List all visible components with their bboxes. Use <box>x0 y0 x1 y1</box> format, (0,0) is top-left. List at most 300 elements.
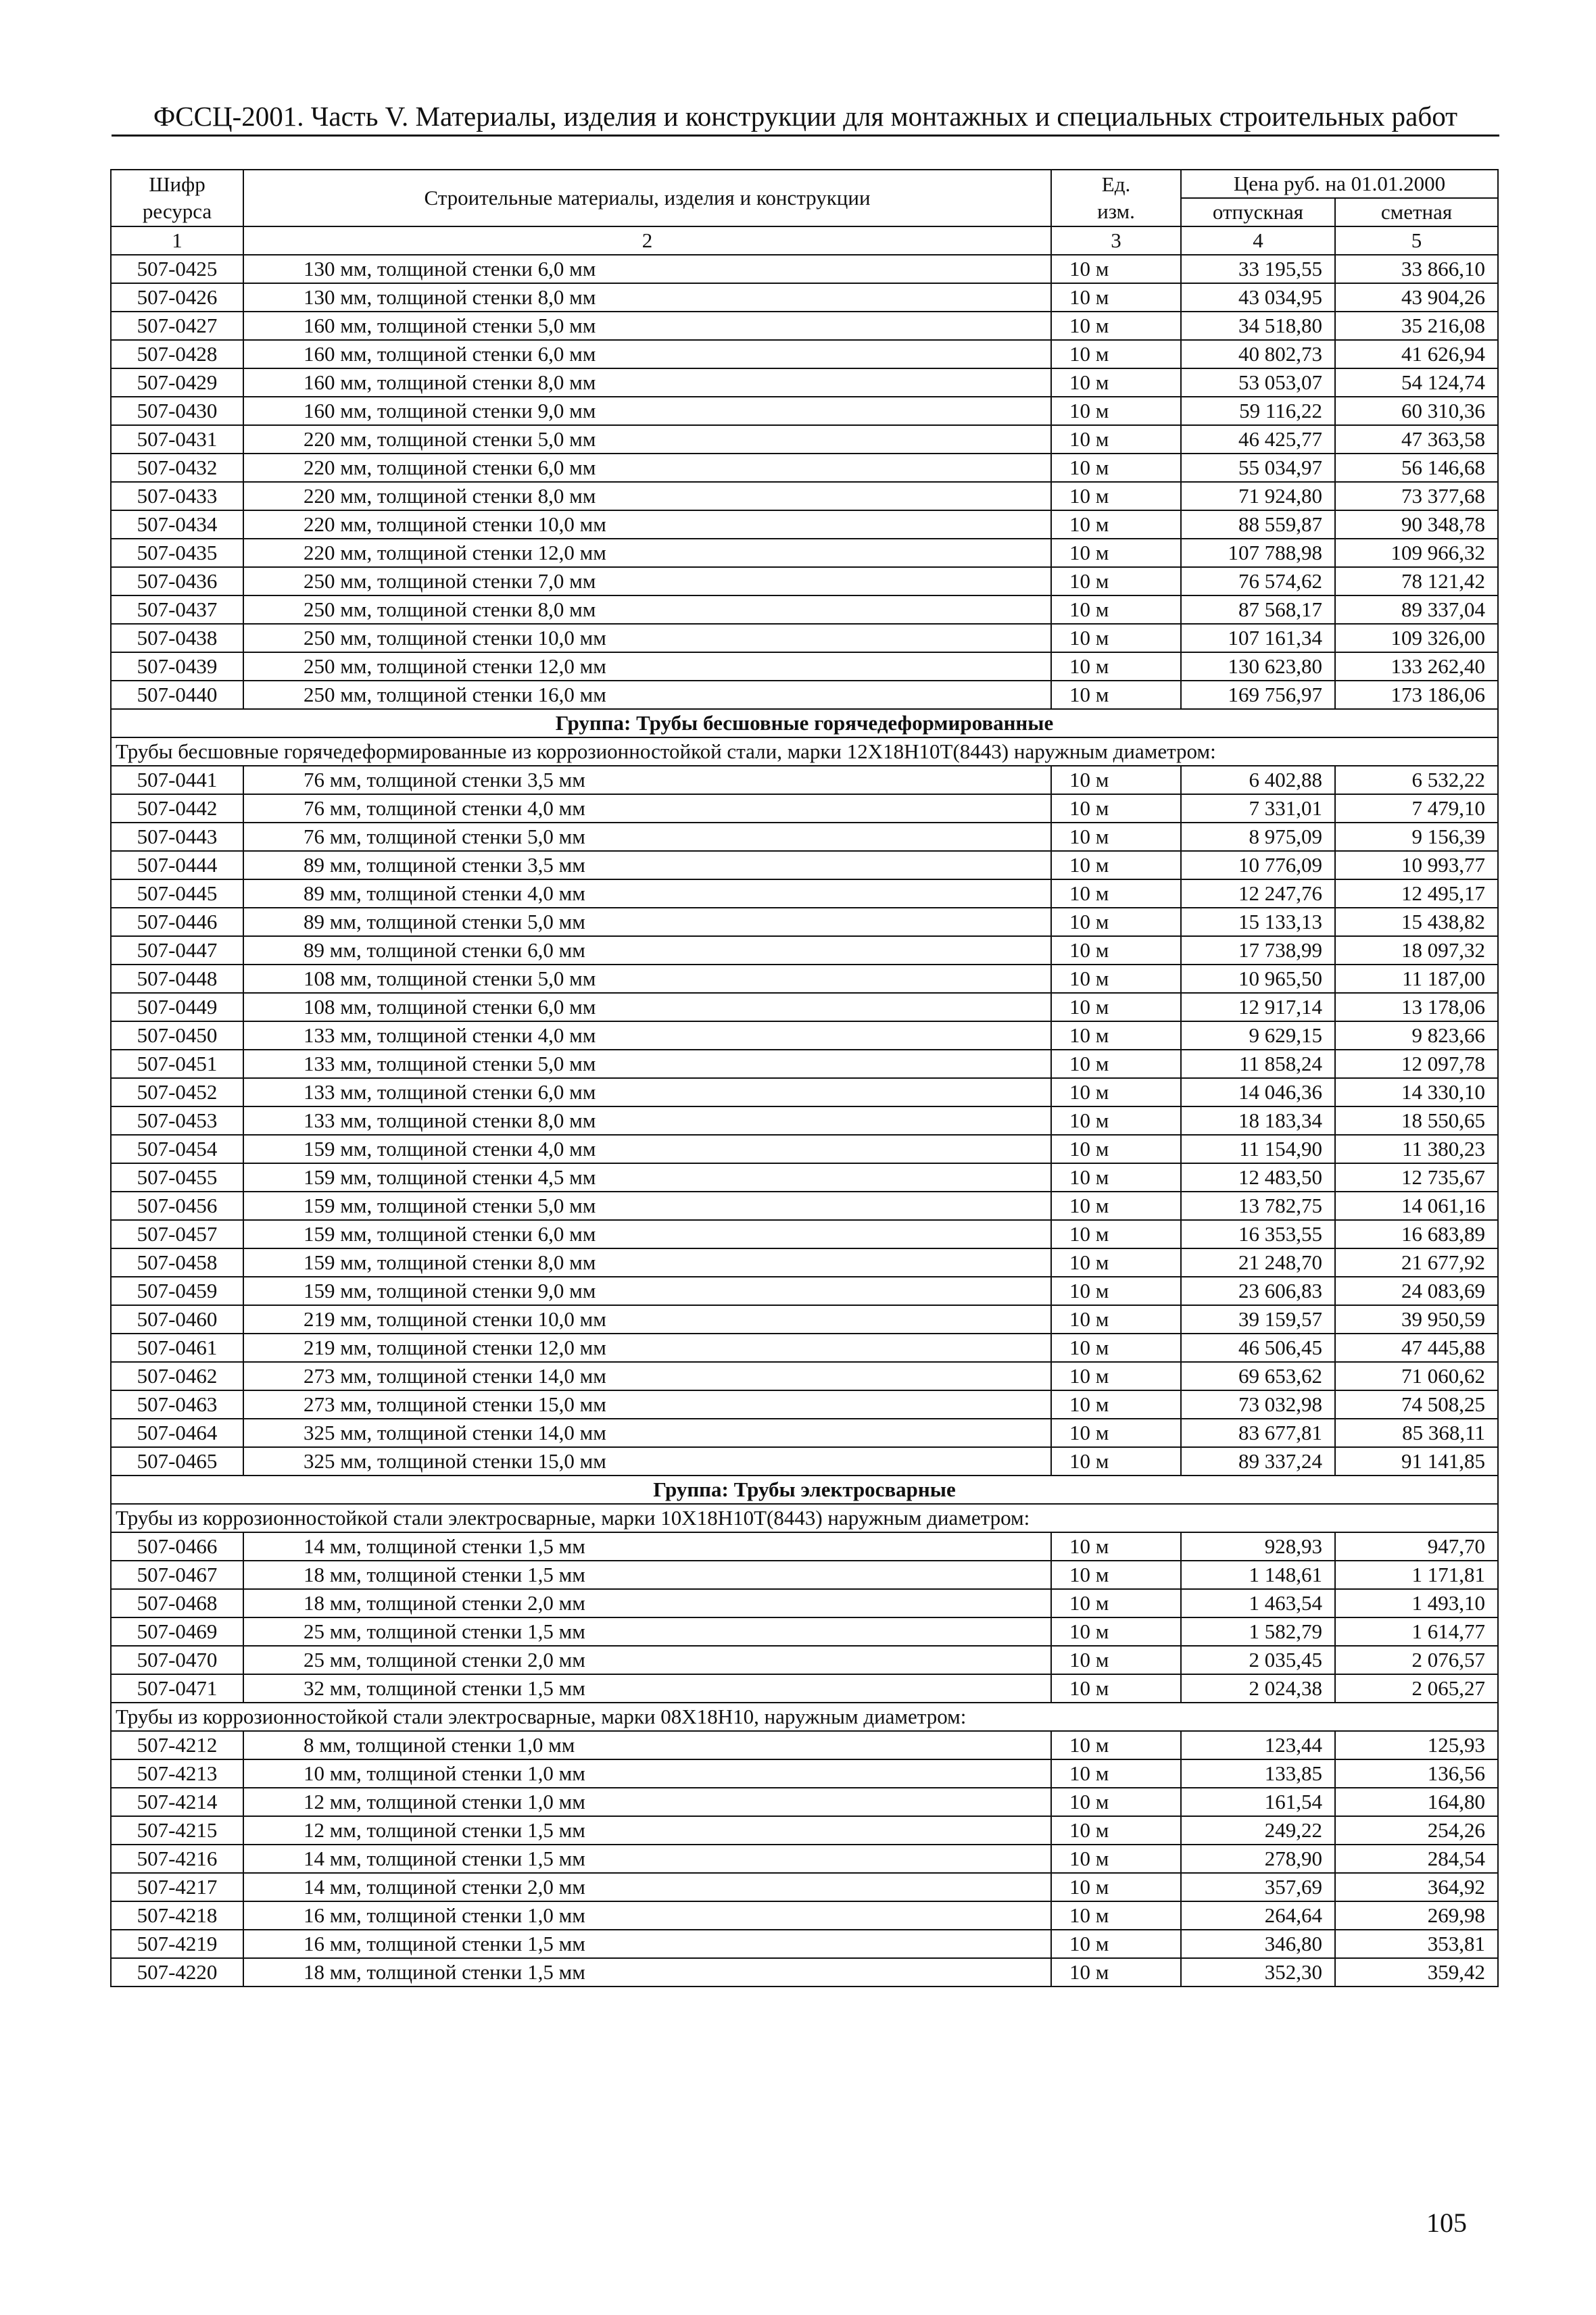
material-name: 25 мм, толщиной стенки 1,5 мм <box>243 1617 1051 1646</box>
table-row <box>111 595 1498 624</box>
estimate-price: 11 380,23 <box>1335 1135 1498 1163</box>
estimate-price: 364,92 <box>1335 1873 1498 1901</box>
table-row <box>111 879 1498 908</box>
unit: 10 м <box>1051 1419 1181 1447</box>
material-name: 325 мм, толщиной стенки 15,0 мм <box>243 1447 1051 1476</box>
resource-code: 507-0467 <box>111 1561 243 1589</box>
price-table <box>110 169 1499 1987</box>
resource-code: 507-0441 <box>111 766 243 794</box>
estimate-price: 11 187,00 <box>1335 965 1498 993</box>
unit: 10 м <box>1051 283 1181 312</box>
material-name: 108 мм, толщиной стенки 6,0 мм <box>243 993 1051 1021</box>
material-name: 250 мм, толщиной стенки 7,0 мм <box>243 567 1051 595</box>
resource-code: 507-0463 <box>111 1390 243 1419</box>
estimate-price: 85 368,11 <box>1335 1419 1498 1447</box>
estimate-price: 12 495,17 <box>1335 879 1498 908</box>
estimate-price: 18 550,65 <box>1335 1106 1498 1135</box>
col-number: 1 <box>111 226 243 255</box>
estimate-price: 14 061,16 <box>1335 1192 1498 1220</box>
estimate-price: 78 121,42 <box>1335 567 1498 595</box>
estimate-price: 39 950,59 <box>1335 1305 1498 1334</box>
estimate-price: 56 146,68 <box>1335 454 1498 482</box>
release-price: 23 606,83 <box>1181 1277 1335 1305</box>
table-row <box>111 510 1498 539</box>
release-price: 278,90 <box>1181 1845 1335 1873</box>
material-name: 16 мм, толщиной стенки 1,5 мм <box>243 1930 1051 1958</box>
estimate-price: 54 124,74 <box>1335 368 1498 397</box>
unit: 10 м <box>1051 1930 1181 1958</box>
table-row <box>111 1901 1498 1930</box>
unit: 10 м <box>1051 539 1181 567</box>
resource-code: 507-0442 <box>111 794 243 823</box>
release-price: 83 677,81 <box>1181 1419 1335 1447</box>
resource-code: 507-0449 <box>111 993 243 1021</box>
table-row <box>111 340 1498 368</box>
unit: 10 м <box>1051 1901 1181 1930</box>
resource-code: 507-0452 <box>111 1078 243 1106</box>
resource-code: 507-0444 <box>111 851 243 879</box>
release-price: 9 629,15 <box>1181 1021 1335 1050</box>
estimate-price: 7 479,10 <box>1335 794 1498 823</box>
resource-code: 507-0448 <box>111 965 243 993</box>
release-price: 357,69 <box>1181 1873 1335 1901</box>
table-row <box>111 1390 1498 1419</box>
table-row <box>111 567 1498 595</box>
material-name: 133 мм, толщиной стенки 4,0 мм <box>243 1021 1051 1050</box>
table-row <box>111 1334 1498 1362</box>
material-name: 18 мм, толщиной стенки 2,0 мм <box>243 1589 1051 1617</box>
release-price: 11 154,90 <box>1181 1135 1335 1163</box>
estimate-price: 10 993,77 <box>1335 851 1498 879</box>
estimate-price: 9 156,39 <box>1335 823 1498 851</box>
material-name: 250 мм, толщиной стенки 10,0 мм <box>243 624 1051 652</box>
table-row <box>111 1674 1498 1703</box>
estimate-price: 18 097,32 <box>1335 936 1498 965</box>
table-row <box>111 1816 1498 1845</box>
page-number: 105 <box>1426 2208 1467 2238</box>
release-price: 89 337,24 <box>1181 1447 1335 1476</box>
material-name: 10 мм, толщиной стенки 1,0 мм <box>243 1759 1051 1788</box>
table-row <box>111 1050 1498 1078</box>
estimate-price: 14 330,10 <box>1335 1078 1498 1106</box>
material-name: 273 мм, толщиной стенки 14,0 мм <box>243 1362 1051 1390</box>
resource-code: 507-0432 <box>111 454 243 482</box>
resource-code: 507-0464 <box>111 1419 243 1447</box>
estimate-price: 91 141,85 <box>1335 1447 1498 1476</box>
col-header-name: Строительные материалы, изделия и конструкции <box>243 170 1051 226</box>
release-price: 59 116,22 <box>1181 397 1335 425</box>
release-price: 352,30 <box>1181 1958 1335 1987</box>
resource-code: 507-4213 <box>111 1759 243 1788</box>
group-title: Группа: Трубы электросварные <box>111 1476 1498 1504</box>
table-row <box>111 1532 1498 1561</box>
table-row <box>111 539 1498 567</box>
estimate-price: 1 614,77 <box>1335 1617 1498 1646</box>
material-name: 14 мм, толщиной стенки 1,5 мм <box>243 1532 1051 1561</box>
unit: 10 м <box>1051 879 1181 908</box>
unit: 10 м <box>1051 1021 1181 1050</box>
resource-code: 507-0462 <box>111 1362 243 1390</box>
estimate-price: 21 677,92 <box>1335 1248 1498 1277</box>
release-price: 8 975,09 <box>1181 823 1335 851</box>
resource-code: 507-4218 <box>111 1901 243 1930</box>
material-name: 220 мм, толщиной стенки 6,0 мм <box>243 454 1051 482</box>
unit: 10 м <box>1051 823 1181 851</box>
unit: 10 м <box>1051 1816 1181 1845</box>
unit: 10 м <box>1051 425 1181 454</box>
table-row <box>111 624 1498 652</box>
unit: 10 м <box>1051 255 1181 283</box>
release-price: 13 782,75 <box>1181 1192 1335 1220</box>
table-row <box>111 1135 1498 1163</box>
resource-code: 507-0435 <box>111 539 243 567</box>
table-row <box>111 1419 1498 1447</box>
estimate-price: 47 363,58 <box>1335 425 1498 454</box>
table-row <box>111 1078 1498 1106</box>
subgroup-header: Трубы из коррозионностойкой стали электросварные, марки 10Х18Н10Т(8443) наружным диаметром: <box>111 1504 1498 1532</box>
unit: 10 м <box>1051 482 1181 510</box>
table-row <box>111 1873 1498 1901</box>
resource-code: 507-0471 <box>111 1674 243 1703</box>
unit: 10 м <box>1051 397 1181 425</box>
resource-code: 507-0426 <box>111 283 243 312</box>
unit: 10 м <box>1051 1192 1181 1220</box>
release-price: 12 247,76 <box>1181 879 1335 908</box>
table-row <box>111 312 1498 340</box>
material-name: 130 мм, толщиной стенки 6,0 мм <box>243 255 1051 283</box>
release-price: 10 776,09 <box>1181 851 1335 879</box>
release-price: 15 133,13 <box>1181 908 1335 936</box>
release-price: 10 965,50 <box>1181 965 1335 993</box>
table-row <box>111 425 1498 454</box>
table-row <box>111 965 1498 993</box>
estimate-price: 47 445,88 <box>1335 1334 1498 1362</box>
release-price: 88 559,87 <box>1181 510 1335 539</box>
estimate-price: 173 186,06 <box>1335 681 1498 709</box>
release-price: 7 331,01 <box>1181 794 1335 823</box>
release-price: 6 402,88 <box>1181 766 1335 794</box>
unit: 10 м <box>1051 1873 1181 1901</box>
release-price: 16 353,55 <box>1181 1220 1335 1248</box>
unit: 10 м <box>1051 510 1181 539</box>
resource-code: 507-0451 <box>111 1050 243 1078</box>
table-row <box>111 851 1498 879</box>
unit: 10 м <box>1051 1958 1181 1987</box>
material-name: 32 мм, толщиной стенки 1,5 мм <box>243 1674 1051 1703</box>
group-title: Группа: Трубы бесшовные горячедеформированные <box>111 709 1498 737</box>
subgroup-header: Трубы бесшовные горячедеформированные из коррозионностойкой стали, марки 12Х18Н10Т(8443) наружным диаметром: <box>111 737 1498 766</box>
unit: 10 м <box>1051 1050 1181 1078</box>
material-name: 133 мм, толщиной стенки 6,0 мм <box>243 1078 1051 1106</box>
material-name: 220 мм, толщиной стенки 8,0 мм <box>243 482 1051 510</box>
estimate-price: 16 683,89 <box>1335 1220 1498 1248</box>
release-price: 1 148,61 <box>1181 1561 1335 1589</box>
resource-code: 507-4216 <box>111 1845 243 1873</box>
material-name: 250 мм, толщиной стенки 12,0 мм <box>243 652 1051 681</box>
release-price: 34 518,80 <box>1181 312 1335 340</box>
unit: 10 м <box>1051 1220 1181 1248</box>
material-name: 76 мм, толщиной стенки 3,5 мм <box>243 766 1051 794</box>
unit: 10 м <box>1051 965 1181 993</box>
unit: 10 м <box>1051 567 1181 595</box>
unit: 10 м <box>1051 624 1181 652</box>
resource-code: 507-4217 <box>111 1873 243 1901</box>
estimate-price: 73 377,68 <box>1335 482 1498 510</box>
release-price: 40 802,73 <box>1181 340 1335 368</box>
table-row <box>111 1106 1498 1135</box>
unit: 10 м <box>1051 1362 1181 1390</box>
material-name: 12 мм, толщиной стенки 1,0 мм <box>243 1788 1051 1816</box>
table-row <box>111 1561 1498 1589</box>
resource-code: 507-4220 <box>111 1958 243 1987</box>
page-header: ФССЦ-2001. Часть V. Материалы, изделия и конструкции для монтажных и специальных строительных работ <box>153 101 1458 132</box>
resource-code: 507-0443 <box>111 823 243 851</box>
release-price: 249,22 <box>1181 1816 1335 1845</box>
material-name: 325 мм, толщиной стенки 14,0 мм <box>243 1419 1051 1447</box>
table-row <box>111 482 1498 510</box>
table-row <box>111 993 1498 1021</box>
resource-code: 507-0457 <box>111 1220 243 1248</box>
release-price: 123,44 <box>1181 1731 1335 1759</box>
header-rule <box>112 135 1499 137</box>
estimate-price: 359,42 <box>1335 1958 1498 1987</box>
estimate-price: 109 326,00 <box>1335 624 1498 652</box>
estimate-price: 15 438,82 <box>1335 908 1498 936</box>
unit: 10 м <box>1051 1788 1181 1816</box>
unit: 10 м <box>1051 652 1181 681</box>
release-price: 87 568,17 <box>1181 595 1335 624</box>
unit: 10 м <box>1051 1617 1181 1646</box>
release-price: 33 195,55 <box>1181 255 1335 283</box>
col-number: 5 <box>1335 226 1498 255</box>
estimate-price: 74 508,25 <box>1335 1390 1498 1419</box>
material-name: 89 мм, толщиной стенки 5,0 мм <box>243 908 1051 936</box>
material-name: 12 мм, толщиной стенки 1,5 мм <box>243 1816 1051 1845</box>
table-row <box>111 681 1498 709</box>
unit: 10 м <box>1051 993 1181 1021</box>
table-row <box>111 1617 1498 1646</box>
release-price: 169 756,97 <box>1181 681 1335 709</box>
table-row <box>111 1305 1498 1334</box>
col-header-price: Цена руб. на 01.01.2000 <box>1181 170 1498 198</box>
resource-code: 507-0433 <box>111 482 243 510</box>
release-price: 69 653,62 <box>1181 1362 1335 1390</box>
unit: 10 м <box>1051 595 1181 624</box>
estimate-price: 13 178,06 <box>1335 993 1498 1021</box>
table-row <box>111 1646 1498 1674</box>
material-name: 18 мм, толщиной стенки 1,5 мм <box>243 1958 1051 1987</box>
resource-code: 507-0468 <box>111 1589 243 1617</box>
resource-code: 507-0465 <box>111 1447 243 1476</box>
unit: 10 м <box>1051 1305 1181 1334</box>
table-row <box>111 823 1498 851</box>
unit: 10 м <box>1051 794 1181 823</box>
unit: 10 м <box>1051 766 1181 794</box>
unit: 10 м <box>1051 681 1181 709</box>
unit: 10 м <box>1051 1589 1181 1617</box>
estimate-price: 41 626,94 <box>1335 340 1498 368</box>
resource-code: 507-0437 <box>111 595 243 624</box>
unit: 10 м <box>1051 312 1181 340</box>
release-price: 346,80 <box>1181 1930 1335 1958</box>
release-price: 17 738,99 <box>1181 936 1335 965</box>
table-row <box>111 1163 1498 1192</box>
estimate-price: 6 532,22 <box>1335 766 1498 794</box>
release-price: 107 788,98 <box>1181 539 1335 567</box>
col-header-code: Шифр ресурса <box>111 170 243 226</box>
release-price: 2 024,38 <box>1181 1674 1335 1703</box>
col-header-unit: Ед. изм. <box>1051 170 1181 226</box>
resource-code: 507-0436 <box>111 567 243 595</box>
release-price: 14 046,36 <box>1181 1078 1335 1106</box>
material-name: 14 мм, толщиной стенки 2,0 мм <box>243 1873 1051 1901</box>
release-price: 928,93 <box>1181 1532 1335 1561</box>
unit: 10 м <box>1051 368 1181 397</box>
resource-code: 507-0431 <box>111 425 243 454</box>
material-name: 159 мм, толщиной стенки 9,0 мм <box>243 1277 1051 1305</box>
material-name: 25 мм, толщиной стенки 2,0 мм <box>243 1646 1051 1674</box>
col-header-estimate-price: сметная <box>1335 198 1498 226</box>
resource-code: 507-0469 <box>111 1617 243 1646</box>
unit: 10 м <box>1051 1759 1181 1788</box>
release-price: 1 463,54 <box>1181 1589 1335 1617</box>
unit: 10 м <box>1051 340 1181 368</box>
table-row <box>111 1220 1498 1248</box>
release-price: 107 161,34 <box>1181 624 1335 652</box>
col-number: 4 <box>1181 226 1335 255</box>
resource-code: 507-0446 <box>111 908 243 936</box>
estimate-price: 1 171,81 <box>1335 1561 1498 1589</box>
material-name: 133 мм, толщиной стенки 5,0 мм <box>243 1050 1051 1078</box>
table-row <box>111 1277 1498 1305</box>
release-price: 12 917,14 <box>1181 993 1335 1021</box>
unit: 10 м <box>1051 1106 1181 1135</box>
material-name: 220 мм, толщиной стенки 10,0 мм <box>243 510 1051 539</box>
estimate-price: 24 083,69 <box>1335 1277 1498 1305</box>
material-name: 160 мм, толщиной стенки 9,0 мм <box>243 397 1051 425</box>
unit: 10 м <box>1051 1135 1181 1163</box>
resource-code: 507-0455 <box>111 1163 243 1192</box>
material-name: 250 мм, толщиной стенки 16,0 мм <box>243 681 1051 709</box>
unit: 10 м <box>1051 936 1181 965</box>
table-row <box>111 368 1498 397</box>
resource-code: 507-0434 <box>111 510 243 539</box>
col-number: 2 <box>243 226 1051 255</box>
estimate-price: 109 966,32 <box>1335 539 1498 567</box>
unit: 10 м <box>1051 1334 1181 1362</box>
table-row <box>111 766 1498 794</box>
material-name: 273 мм, толщиной стенки 15,0 мм <box>243 1390 1051 1419</box>
estimate-price: 60 310,36 <box>1335 397 1498 425</box>
resource-code: 507-4212 <box>111 1731 243 1759</box>
material-name: 160 мм, толщиной стенки 6,0 мм <box>243 340 1051 368</box>
release-price: 133,85 <box>1181 1759 1335 1788</box>
estimate-price: 133 262,40 <box>1335 652 1498 681</box>
material-name: 133 мм, толщиной стенки 8,0 мм <box>243 1106 1051 1135</box>
resource-code: 507-0470 <box>111 1646 243 1674</box>
resource-code: 507-0460 <box>111 1305 243 1334</box>
unit: 10 м <box>1051 1390 1181 1419</box>
resource-code: 507-0450 <box>111 1021 243 1050</box>
resource-code: 507-0430 <box>111 397 243 425</box>
table-row <box>111 1192 1498 1220</box>
table-row <box>111 1589 1498 1617</box>
table-row <box>111 1362 1498 1390</box>
estimate-price: 12 097,78 <box>1335 1050 1498 1078</box>
resource-code: 507-0456 <box>111 1192 243 1220</box>
unit: 10 м <box>1051 1646 1181 1674</box>
estimate-price: 33 866,10 <box>1335 255 1498 283</box>
unit: 10 м <box>1051 1248 1181 1277</box>
estimate-price: 71 060,62 <box>1335 1362 1498 1390</box>
table-row <box>111 1731 1498 1759</box>
unit: 10 м <box>1051 1674 1181 1703</box>
material-name: 108 мм, толщиной стенки 5,0 мм <box>243 965 1051 993</box>
estimate-price: 90 348,78 <box>1335 510 1498 539</box>
material-name: 159 мм, толщиной стенки 6,0 мм <box>243 1220 1051 1248</box>
material-name: 130 мм, толщиной стенки 8,0 мм <box>243 283 1051 312</box>
material-name: 76 мм, толщиной стенки 5,0 мм <box>243 823 1051 851</box>
estimate-price: 12 735,67 <box>1335 1163 1498 1192</box>
table-row <box>111 1759 1498 1788</box>
release-price: 11 858,24 <box>1181 1050 1335 1078</box>
unit: 10 м <box>1051 1447 1181 1476</box>
material-name: 159 мм, толщиной стенки 4,0 мм <box>243 1135 1051 1163</box>
resource-code: 507-0453 <box>111 1106 243 1135</box>
material-name: 250 мм, толщиной стенки 8,0 мм <box>243 595 1051 624</box>
material-name: 89 мм, толщиной стенки 3,5 мм <box>243 851 1051 879</box>
material-name: 220 мм, толщиной стенки 5,0 мм <box>243 425 1051 454</box>
estimate-price: 269,98 <box>1335 1901 1498 1930</box>
release-price: 264,64 <box>1181 1901 1335 1930</box>
release-price: 21 248,70 <box>1181 1248 1335 1277</box>
material-name: 8 мм, толщиной стенки 1,0 мм <box>243 1731 1051 1759</box>
estimate-price: 136,56 <box>1335 1759 1498 1788</box>
col-number: 3 <box>1051 226 1181 255</box>
material-name: 18 мм, толщиной стенки 1,5 мм <box>243 1561 1051 1589</box>
release-price: 18 183,34 <box>1181 1106 1335 1135</box>
material-name: 89 мм, толщиной стенки 4,0 мм <box>243 879 1051 908</box>
table-row <box>111 397 1498 425</box>
release-price: 39 159,57 <box>1181 1305 1335 1334</box>
estimate-price: 284,54 <box>1335 1845 1498 1873</box>
table-row <box>111 652 1498 681</box>
material-name: 160 мм, толщиной стенки 5,0 мм <box>243 312 1051 340</box>
release-price: 1 582,79 <box>1181 1617 1335 1646</box>
release-price: 73 032,98 <box>1181 1390 1335 1419</box>
resource-code: 507-0440 <box>111 681 243 709</box>
subgroup-header: Трубы из коррозионностойкой стали электросварные, марки 08Х18Н10, наружным диаметром: <box>111 1703 1498 1731</box>
estimate-price: 2 076,57 <box>1335 1646 1498 1674</box>
table-row <box>111 1930 1498 1958</box>
table-row <box>111 1248 1498 1277</box>
estimate-price: 89 337,04 <box>1335 595 1498 624</box>
estimate-price: 9 823,66 <box>1335 1021 1498 1050</box>
release-price: 46 506,45 <box>1181 1334 1335 1362</box>
unit: 10 м <box>1051 1561 1181 1589</box>
table-row <box>111 1788 1498 1816</box>
unit: 10 м <box>1051 1532 1181 1561</box>
unit: 10 м <box>1051 1731 1181 1759</box>
unit: 10 м <box>1051 1277 1181 1305</box>
table-row <box>111 908 1498 936</box>
material-name: 159 мм, толщиной стенки 5,0 мм <box>243 1192 1051 1220</box>
resource-code: 507-4215 <box>111 1816 243 1845</box>
resource-code: 507-4214 <box>111 1788 243 1816</box>
estimate-price: 1 493,10 <box>1335 1589 1498 1617</box>
unit: 10 м <box>1051 1845 1181 1873</box>
release-price: 2 035,45 <box>1181 1646 1335 1674</box>
